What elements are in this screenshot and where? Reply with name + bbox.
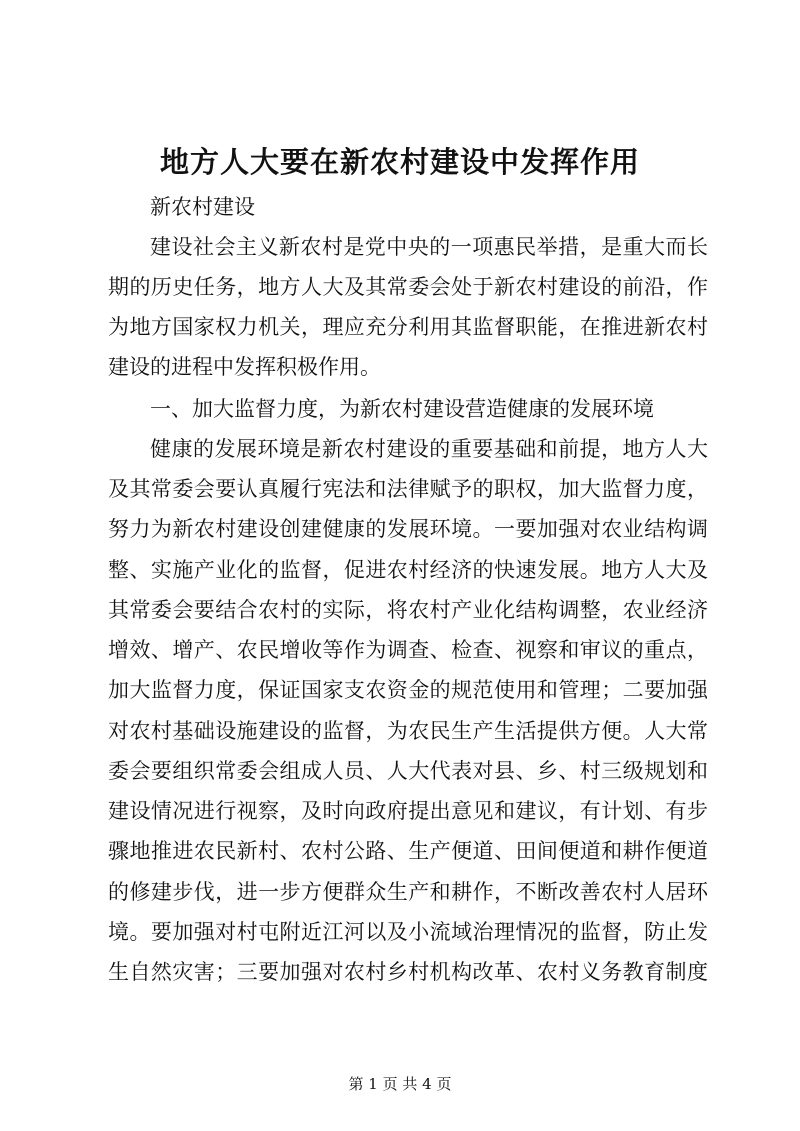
text-line: 生自然灾害；三要加强对农村乡村机构改革、农村义务教育制度 — [108, 960, 708, 984]
text-line: 增效、增产、农民增收等作为调查、检查、视察和审议的重点， — [108, 638, 708, 662]
text-line: 加大监督力度，保证国家支农资金的规范使用和管理；二要加强 — [108, 678, 708, 702]
text-line: 努力为新农村建设创建健康的发展环境。一要加强对农业结构调 — [108, 517, 708, 541]
text-line: 对农村基础设施建设的监督，为农民生产生活提供方便。人大常 — [108, 719, 708, 743]
text-line: 建设的进程中发挥积极作用。 — [108, 355, 381, 379]
section-label: 新农村建设 — [150, 195, 255, 219]
document-title: 地方人大要在新农村建设中发挥作用 — [159, 145, 640, 179]
page-footer: 第 1 页 共 4 页 — [348, 1075, 452, 1093]
text-line: 境。要加强对村屯附近江河以及小流域治理情况的监督，防止发 — [108, 920, 708, 944]
text-line: 整、实施产业化的监督，促进农村经济的快速发展。地方人大及 — [108, 558, 708, 582]
section-heading: 一、加大监督力度，为新农村建设营造健康的发展环境 — [150, 397, 654, 421]
text-line: 健康的发展环境是新农村建设的重要基础和前提，地方人大 — [150, 437, 708, 461]
text-line: 委会要组织常委会组成人员、人大代表对县、乡、村三级规划和 — [108, 759, 708, 783]
text-line: 建设情况进行视察，及时向政府提出意见和建议，有计划、有步 — [108, 799, 708, 823]
text-line: 建设社会主义新农村是党中央的一项惠民举措，是重大而长 — [150, 235, 708, 259]
text-line: 为地方国家权力机关，理应充分利用其监督职能，在推进新农村 — [108, 315, 708, 339]
text-line: 其常委会要结合农村的实际，将农村产业化结构调整，农业经济 — [108, 598, 708, 622]
text-line: 及其常委会要认真履行宪法和法律赋予的职权，加大监督力度， — [108, 477, 708, 501]
text-line: 期的历史任务，地方人大及其常委会处于新农村建设的前沿，作 — [108, 275, 708, 299]
text-line: 骤地推进农民新村、农村公路、生产便道、田间便道和耕作便道 — [108, 839, 708, 863]
text-line: 的修建步伐，进一步方便群众生产和耕作，不断改善农村人居环 — [108, 880, 708, 904]
